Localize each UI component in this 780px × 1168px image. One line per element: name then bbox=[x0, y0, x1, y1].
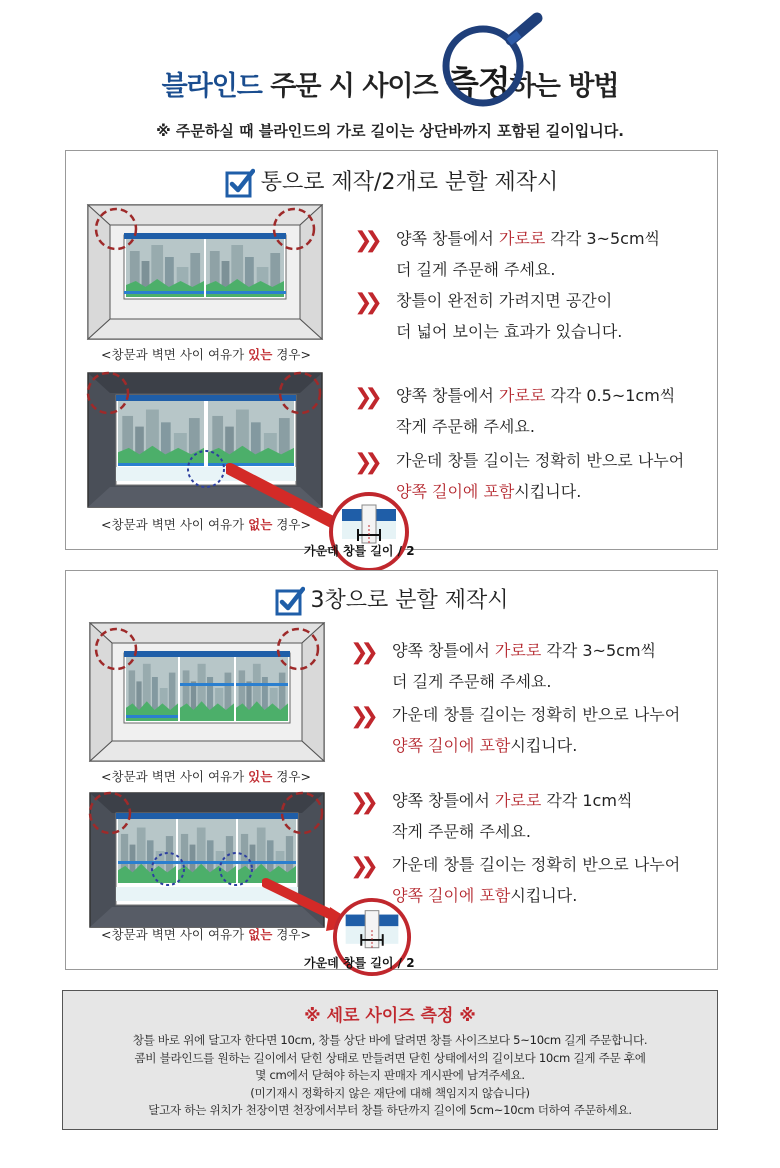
double-chevron-right-icon: ❯❯ bbox=[350, 854, 371, 879]
notice-line: (미기재시 정확하지 않은 재단에 대해 책임지지 않습니다) bbox=[250, 1085, 530, 1100]
section2-heading bbox=[66, 583, 717, 616]
tip-split-middle-3a: ❯❯ 가운데 창틀 길이는 정확히 반으로 나누어 양쪽 길이에 포함시킵니다. bbox=[392, 699, 680, 761]
section-full-or-two-split bbox=[65, 150, 718, 558]
checkbox-checked-icon bbox=[225, 168, 255, 198]
tip-split-middle-3b: ❯❯ 가운데 창틀 길이는 정확히 반으로 나누어 양쪽 길이에 포함시킵니다. bbox=[392, 849, 680, 911]
zoom-label-2: 가운데 창틀 길이 / 2 bbox=[304, 956, 415, 970]
caption-no-gap: <창문과 벽면 사이 여유가 없는 경우> bbox=[101, 517, 311, 532]
tip-reduce-width-3: ❯❯ 양쪽 창틀에서 가로로 각각 1cm씩 작게 주문해 주세요. bbox=[392, 785, 632, 847]
tip-split-middle: ❯❯ 가운데 창틀 길이는 정확히 반으로 나누어 양쪽 길이에 포함시킵니다. bbox=[396, 445, 684, 507]
vertical-size-notice bbox=[62, 990, 718, 1130]
double-chevron-right-icon: ❯❯ bbox=[350, 704, 371, 729]
double-chevron-right-icon: ❯❯ bbox=[354, 385, 375, 410]
tip-reduce-width: ❯❯ 양쪽 창틀에서 가로로 각각 0.5~1cm씩 작게 주문해 주세요. bbox=[396, 380, 675, 442]
section1-heading-text: 통으로 제작/2개로 분할 제작시 bbox=[260, 170, 559, 195]
title-method: 하는 방법 bbox=[509, 71, 619, 102]
double-chevron-right-icon: ❯❯ bbox=[354, 450, 375, 475]
double-chevron-right-icon: ❯❯ bbox=[354, 228, 375, 253]
zoom-detail-circle bbox=[328, 491, 410, 573]
page-title bbox=[0, 56, 780, 105]
notice-line: 달고자 하는 위치가 천장이면 천장에서부터 창틀 하단까지 길이에 5cm~10cm 더하여 주문하세요. bbox=[148, 1103, 632, 1117]
section1-heading bbox=[66, 165, 717, 198]
caption-with-gap-3: <창문과 벽면 사이 여유가 있는 경우> bbox=[101, 769, 311, 784]
magnifier-icon bbox=[437, 8, 557, 118]
double-chevron-right-icon: ❯❯ bbox=[350, 640, 371, 665]
zoom-label: 가운데 창틀 길이 / 2 bbox=[304, 544, 415, 558]
window-illustration-with-gap bbox=[86, 203, 324, 341]
notice-title: ※ 세로 사이즈 측정 ※ bbox=[304, 1006, 476, 1026]
title-blinds: 블라인드 bbox=[161, 71, 262, 102]
title-order-size: 주문 시 사이즈 bbox=[261, 71, 446, 102]
checkbox-checked-icon bbox=[275, 586, 305, 616]
double-chevron-right-icon: ❯❯ bbox=[354, 290, 375, 315]
tip-cover-frame: ❯❯ 창틀이 완전히 가려지면 공간이 더 넓어 보이는 효과가 있습니다. bbox=[396, 285, 622, 347]
double-chevron-right-icon: ❯❯ bbox=[350, 790, 371, 815]
tip-extend-width: ❯❯ 양쪽 창틀에서 가로로 각각 3~5cm씩 더 길게 주문해 주세요. bbox=[396, 223, 660, 285]
subtitle-note: ※ 주문하실 때 블라인드의 가로 길이는 상단바까지 포함된 길이입니다. bbox=[156, 122, 624, 140]
notice-line: 몇 cm에서 닫혀야 하는지 판매자 게시판에 남겨주세요. bbox=[255, 1068, 525, 1082]
notice-line: 창틀 바로 위에 달고자 한다면 10cm, 창틀 상단 바에 달려면 창틀 사이즈보다 5~10cm 길게 주문합니다. bbox=[132, 1033, 648, 1047]
section2-heading-text: 3창으로 분할 제작시 bbox=[310, 588, 509, 613]
three-window-illustration-with-gap bbox=[88, 621, 326, 763]
tip-extend-width-3: ❯❯ 양쪽 창틀에서 가로로 각각 3~5cm씩 더 길게 주문해 주세요. bbox=[392, 635, 656, 697]
title-measure: 측정 bbox=[445, 64, 510, 104]
caption-with-gap: <창문과 벽면 사이 여유가 있는 경우> bbox=[101, 347, 311, 362]
caption-no-gap-3: <창문과 벽면 사이 여유가 없는 경우> bbox=[101, 927, 311, 942]
notice-line: 콤비 블라인드를 원하는 길이에서 닫힌 상태로 만들려면 닫힌 상태에서의 길이보다 10cm 길게 주문 후에 bbox=[134, 1050, 646, 1065]
section-three-split bbox=[65, 570, 718, 970]
